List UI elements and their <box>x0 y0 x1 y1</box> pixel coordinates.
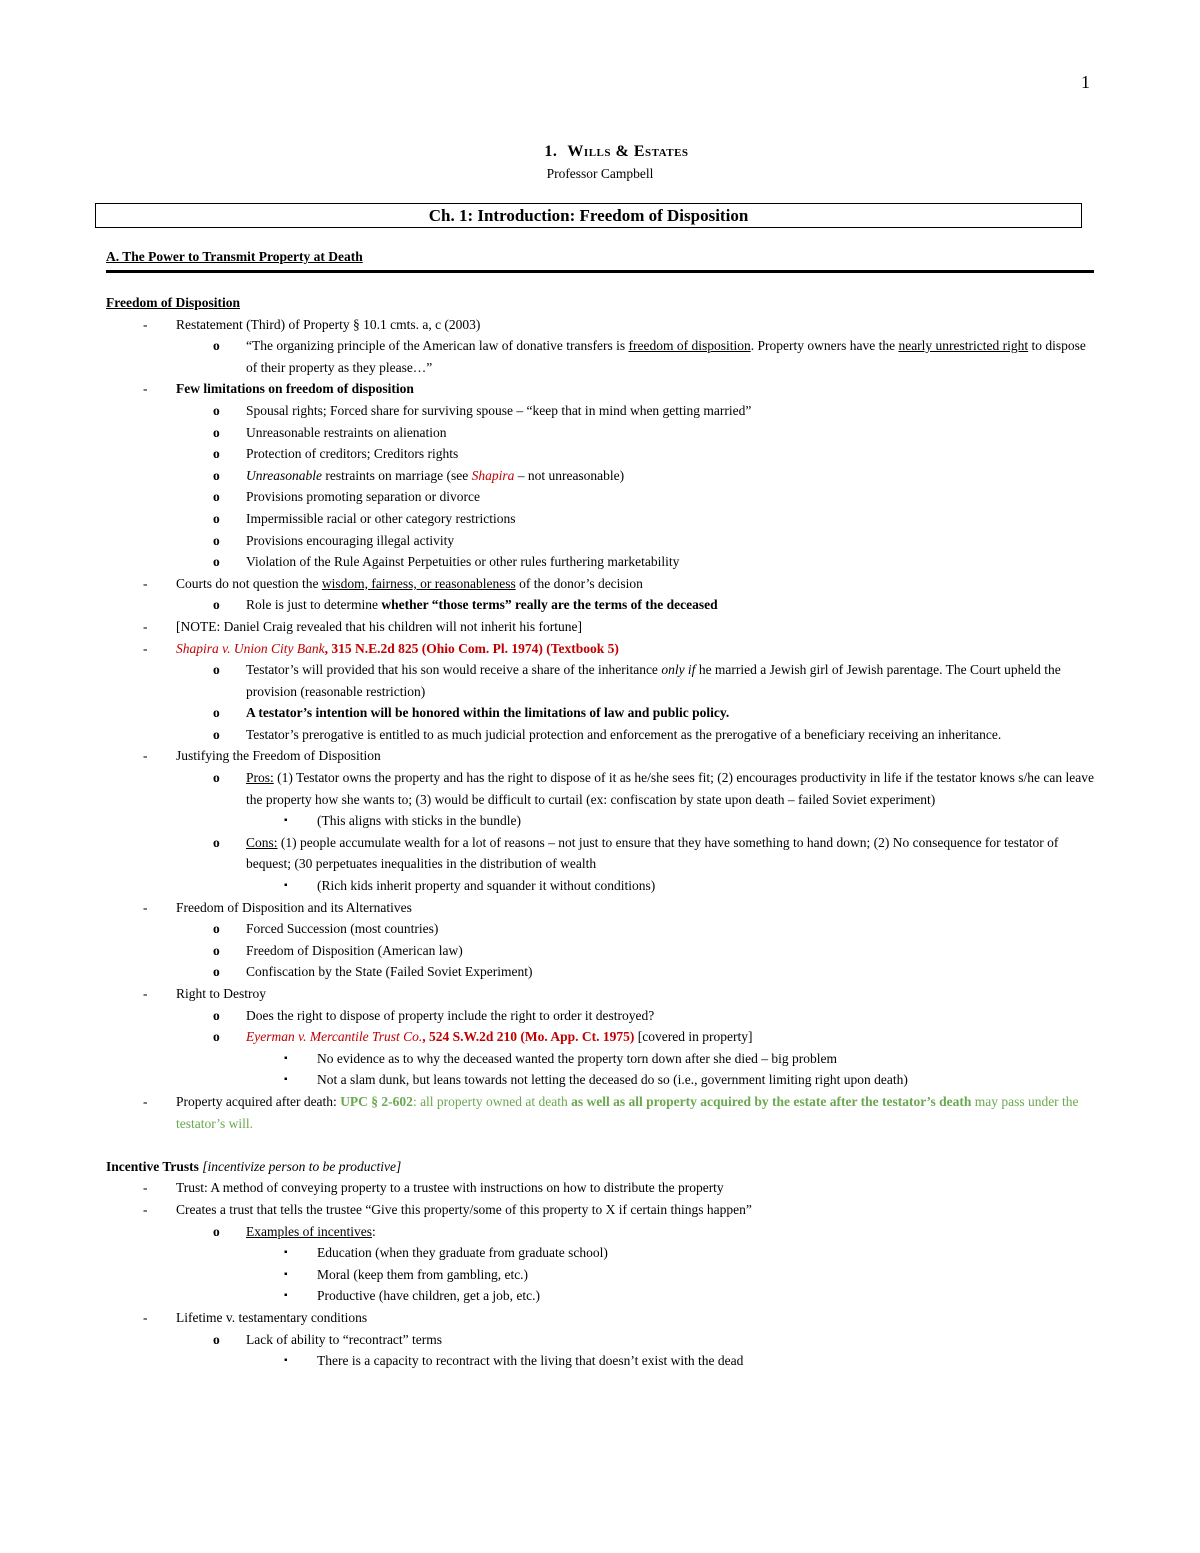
square-bullet: ▪ <box>284 1355 288 1367</box>
list-item: - Freedom of Disposition and its Alternatives <box>106 897 1094 919</box>
list-item: - Trust: A method of conveying property to a trustee with instructions on how to distribute the property <box>106 1177 1094 1199</box>
list-item: o Unreasonable restraints on marriage (see Shapira – not unreasonable) <box>106 465 1094 487</box>
page-number: 1 <box>1081 72 1090 92</box>
list-item: ▪ Moral (keep them from gambling, etc.) <box>106 1264 1094 1286</box>
list-item: ▪ (Rich kids inherit property and squander it without conditions) <box>106 875 1094 897</box>
square-bullet: ▪ <box>284 1074 288 1086</box>
list-item: o Does the right to dispose of property include the right to order it destroyed? <box>106 1005 1094 1027</box>
dash-bullet: - <box>143 1309 148 1325</box>
list-item: o Confiscation by the State (Failed Soviet Experiment) <box>106 961 1094 983</box>
case-name: Shapira <box>471 467 515 483</box>
square-bullet: ▪ <box>284 1268 288 1280</box>
square-bullet: ▪ <box>284 1247 288 1259</box>
heading-incentive-trusts: Incentive Trusts [incentivize person to be productive] <box>106 1158 402 1174</box>
list-item: ▪ Education (when they graduate from graduate school) <box>106 1242 1094 1264</box>
o-bullet: o <box>213 424 220 440</box>
list-item: o Role is just to determine whether “those terms” really are the terms of the deceased <box>106 594 1094 616</box>
list-item: - Few limitations on freedom of disposition <box>106 378 1094 400</box>
o-bullet: o <box>213 510 220 526</box>
dash-bullet: - <box>143 899 148 915</box>
dash-bullet: - <box>143 575 148 591</box>
list-item: o Impermissible racial or other category restrictions <box>106 508 1094 530</box>
list-item: o “The organizing principle of the American law of donative transfers is freedom of disposition. Property owners have the nearly unrestricted right to dispose of their property as they please…” <box>106 335 1094 378</box>
o-bullet: o <box>213 338 220 354</box>
list-item: ▪ Productive (have children, get a job, etc.) <box>106 1285 1094 1307</box>
square-bullet: ▪ <box>284 815 288 827</box>
document-subtitle: Professor Campbell <box>546 166 654 181</box>
outline-content <box>106 292 1094 1372</box>
dash-bullet: - <box>143 1180 148 1196</box>
list-item: o Spousal rights; Forced share for surviving spouse – “keep that in mind when getting married” <box>106 400 1094 422</box>
o-bullet: o <box>213 834 220 850</box>
o-bullet: o <box>213 489 220 505</box>
o-bullet: o <box>213 942 220 958</box>
list-item: - Property acquired after death: UPC § 2-602: all property owned at death as well as all property acquired by the estate after the testator’s death may pass under the testator’s will. <box>106 1091 1094 1134</box>
document-title <box>0 143 1200 161</box>
heading-freedom-of-disposition: Freedom of Disposition <box>106 295 240 310</box>
o-bullet: o <box>213 402 220 418</box>
list-item: o Provisions promoting separation or divorce <box>106 486 1094 508</box>
list-item: - Justifying the Freedom of Disposition <box>106 745 1094 767</box>
o-bullet: o <box>213 770 220 786</box>
dash-bullet: - <box>143 316 148 332</box>
dash-bullet: - <box>143 748 148 764</box>
list-item: o Eyerman v. Mercantile Trust Co., 524 S.W.2d 210 (Mo. App. Ct. 1975) [covered in property] <box>106 1026 1094 1048</box>
list-item: o Violation of the Rule Against Perpetuities or other rules furthering marketability <box>106 551 1094 573</box>
o-bullet: o <box>213 1007 220 1023</box>
o-bullet: o <box>213 662 220 678</box>
list-item: o Cons: (1) people accumulate wealth for a lot of reasons – not just to ensure that they have something to hand down; (2) No consequence for testator of bequest; (30 perpetuates inequalities in the distribution of wealth <box>106 832 1094 875</box>
list-item: o Protection of creditors; Creditors rights <box>106 443 1094 465</box>
list-item: ▪ Not a slam dunk, but leans towards not letting the deceased do so (i.e., government limiting right upon death) <box>106 1069 1094 1091</box>
list-item: o Unreasonable restraints on alienation <box>106 422 1094 444</box>
o-bullet: o <box>213 1223 220 1239</box>
list-item: o Examples of incentives: <box>106 1221 1094 1243</box>
list-item: o Forced Succession (most countries) <box>106 918 1094 940</box>
list-item: o Pros: (1) Testator owns the property and has the right to dispose of it as he/she sees fit; (2) encourages productivity in life if the testator knows s/he can leave the property how she wants to; (3) would be difficult to curtail (ex: confiscation by state upon death – failed Soviet experiment) <box>106 767 1094 810</box>
list-item: o Testator’s will provided that his son would receive a share of the inheritance only if he married a Jewish girl of Jewish parentage. The Court upheld the provision (reasonable restriction) <box>106 659 1094 702</box>
o-bullet: o <box>213 1331 220 1347</box>
square-bullet: ▪ <box>284 1290 288 1302</box>
list-item: ▪ There is a capacity to recontract with the living that doesn’t exist with the dead <box>106 1350 1094 1372</box>
statute-reference: UPC § 2-602 <box>340 1093 413 1109</box>
o-bullet: o <box>213 532 220 548</box>
dash-bullet: - <box>143 618 148 634</box>
dash-bullet: - <box>143 1093 148 1109</box>
o-bullet: o <box>213 1029 220 1045</box>
o-bullet: o <box>213 467 220 483</box>
list-item: - Right to Destroy <box>106 983 1094 1005</box>
list-item: - Courts do not question the wisdom, fairness, or reasonableness of the donor’s decision <box>106 573 1094 595</box>
list-item: ▪ (This aligns with sticks in the bundle) <box>106 810 1094 832</box>
list-item: o Provisions encouraging illegal activity <box>106 530 1094 552</box>
list-item: - Restatement (Third) of Property § 10.1 cmts. a, c (2003) <box>106 314 1094 336</box>
case-name: Shapira v. Union City Bank <box>176 640 325 656</box>
case-citation: , 315 N.E.2d 825 (Ohio Com. Pl. 1974) (Textbook 5) <box>324 640 619 656</box>
section-heading-a: A. The Power to Transmit Property at Death <box>106 249 1094 273</box>
list-item: o Testator’s prerogative is entitled to as much judicial protection and enforcement as the prerogative of a beneficiary receiving an inheritance. <box>106 724 1094 746</box>
case-citation: , 524 S.W.2d 210 (Mo. App. Ct. 1975) <box>422 1029 635 1045</box>
dash-bullet: - <box>143 1201 148 1217</box>
list-item: o Freedom of Disposition (American law) <box>106 940 1094 962</box>
o-bullet: o <box>213 446 220 462</box>
list-item: o Lack of ability to “recontract” terms <box>106 1329 1094 1351</box>
square-bullet: ▪ <box>284 1052 288 1064</box>
title-text: Wills & Estates <box>567 143 689 160</box>
o-bullet: o <box>213 554 220 570</box>
o-bullet: o <box>213 726 220 742</box>
list-item: o A testator’s intention will be honored within the limitations of law and public policy. <box>106 702 1094 724</box>
o-bullet: o <box>213 597 220 613</box>
square-bullet: ▪ <box>284 880 288 892</box>
list-item <box>106 638 1094 660</box>
title-number: 1. <box>544 143 558 160</box>
list-item: - [NOTE: Daniel Craig revealed that his children will not inherit his fortune] <box>106 616 1094 638</box>
o-bullet: o <box>213 921 220 937</box>
list-item: ▪ No evidence as to why the deceased wanted the property torn down after she died – big problem <box>106 1048 1094 1070</box>
dash-bullet: - <box>143 640 148 656</box>
chapter-heading: Ch. 1: Introduction: Freedom of Disposition <box>95 203 1082 228</box>
dash-bullet: - <box>143 381 148 397</box>
dash-bullet: - <box>143 986 148 1001</box>
list-item: - Creates a trust that tells the trustee “Give this property/some of this property to X if certain things happen” <box>106 1199 1094 1221</box>
case-name: Eyerman v. Mercantile Trust Co. <box>246 1029 423 1045</box>
o-bullet: o <box>213 705 220 721</box>
o-bullet: o <box>213 964 220 980</box>
list-item: - Lifetime v. testamentary conditions <box>106 1307 1094 1329</box>
